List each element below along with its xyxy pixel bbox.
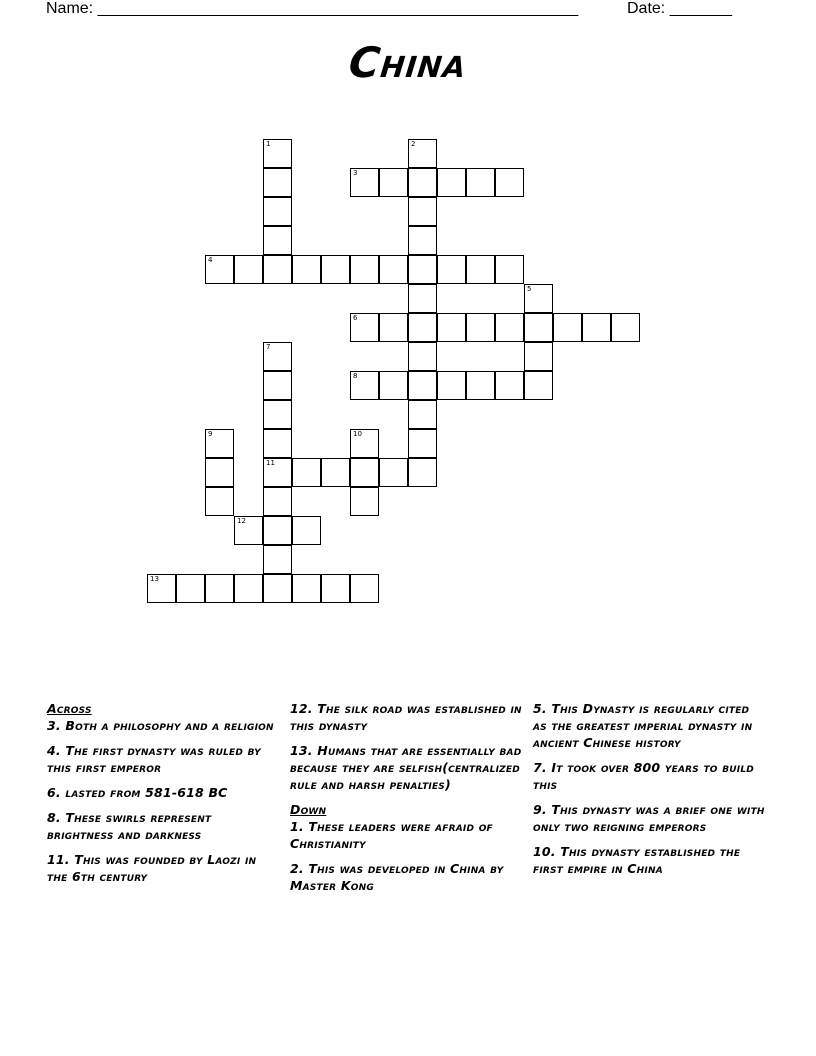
crossword-cell[interactable] — [292, 458, 321, 487]
name-blank: ______________________________________________________ — [97, 0, 579, 17]
crossword-cell[interactable] — [379, 371, 408, 400]
crossword-cell[interactable] — [379, 168, 408, 197]
cell-number: 2 — [411, 140, 416, 148]
crossword-cell[interactable] — [263, 545, 292, 574]
crossword-cell[interactable] — [524, 371, 553, 400]
clue-across-13: 13. Humans that are essentially bad because they are selfish(centralized rule and harsh penalties) — [290, 743, 522, 792]
crossword-cell[interactable] — [205, 255, 234, 284]
crossword-cell[interactable] — [350, 574, 379, 603]
clue-down-5: 5. This Dynasty is regularly cited as the greatest imperial dynasty in ancient Chinese history — [533, 701, 753, 750]
crossword-cell[interactable] — [524, 284, 553, 313]
cell-number: 3 — [353, 169, 358, 177]
crossword-cell[interactable] — [582, 313, 611, 342]
cell-number: 4 — [208, 256, 213, 264]
date-label: Date: — [627, 0, 666, 17]
crossword-cell[interactable] — [263, 255, 292, 284]
crossword-cell[interactable] — [350, 458, 379, 487]
crossword-cell[interactable] — [379, 255, 408, 284]
cell-number: 10 — [353, 430, 362, 438]
crossword-cell[interactable] — [408, 197, 437, 226]
clue-down-9: 9. This dynasty was a brief one with only two reigning emperors — [533, 802, 765, 834]
crossword-cell[interactable] — [350, 429, 379, 458]
crossword-cell[interactable] — [321, 458, 350, 487]
crossword-cell[interactable] — [263, 371, 292, 400]
crossword-cell[interactable] — [408, 400, 437, 429]
cell-number: 13 — [150, 575, 159, 583]
crossword-cell[interactable] — [495, 168, 524, 197]
cell-number: 11 — [266, 459, 275, 467]
cell-number: 1 — [266, 140, 271, 148]
clue-down-7: 7. It took over 800 years to build this — [533, 760, 754, 792]
crossword-cell[interactable] — [611, 313, 640, 342]
crossword-cell[interactable] — [234, 516, 263, 545]
crossword-cell[interactable] — [553, 313, 582, 342]
crossword-cell[interactable] — [379, 458, 408, 487]
cell-number: 6 — [353, 314, 358, 322]
crossword-cell[interactable] — [205, 429, 234, 458]
crossword-cell[interactable] — [350, 168, 379, 197]
cell-number: 7 — [266, 343, 271, 351]
crossword-cell[interactable] — [263, 429, 292, 458]
crossword-cell[interactable] — [408, 313, 437, 342]
crossword-cell[interactable] — [408, 226, 437, 255]
crossword-cell[interactable] — [408, 168, 437, 197]
across-heading: Across — [47, 701, 92, 716]
crossword-cell[interactable] — [466, 313, 495, 342]
crossword-cell[interactable] — [321, 255, 350, 284]
crossword-cell[interactable] — [437, 255, 466, 284]
clue-across-3: 3. Both a philosophy and a religion — [47, 718, 274, 733]
clue-across-4: 4. The first dynasty was ruled by this first emperor — [47, 743, 261, 775]
crossword-cell[interactable] — [350, 487, 379, 516]
clues-column-1 — [47, 700, 279, 893]
crossword-cell[interactable] — [263, 168, 292, 197]
crossword-cell[interactable] — [205, 458, 234, 487]
down-heading: Down — [290, 802, 327, 817]
crossword-cell[interactable] — [408, 139, 437, 168]
crossword-cell[interactable] — [321, 574, 350, 603]
crossword-cell[interactable] — [205, 574, 234, 603]
crossword-cell[interactable] — [234, 574, 263, 603]
crossword-cell[interactable] — [263, 516, 292, 545]
page-title: China — [346, 38, 470, 87]
crossword-cell[interactable] — [379, 313, 408, 342]
crossword-cell[interactable] — [263, 458, 292, 487]
clue-down-10: 10. This dynasty established the first empire in China — [533, 844, 741, 876]
crossword-cell[interactable] — [408, 342, 437, 371]
name-label: Name: — [46, 0, 94, 17]
crossword-cell[interactable] — [147, 574, 176, 603]
clue-across-12: 12. The silk road was established in this dynasty — [290, 701, 522, 733]
cell-number: 8 — [353, 372, 358, 380]
crossword-cell[interactable] — [205, 487, 234, 516]
crossword-cell[interactable] — [524, 342, 553, 371]
crossword-cell[interactable] — [292, 255, 321, 284]
crossword-cell[interactable] — [466, 168, 495, 197]
clues-column-2 — [290, 700, 522, 902]
crossword-cell[interactable] — [176, 574, 205, 603]
crossword-cell[interactable] — [524, 313, 553, 342]
crossword-cell[interactable] — [437, 371, 466, 400]
crossword-cell[interactable] — [466, 255, 495, 284]
crossword-cell[interactable] — [408, 429, 437, 458]
crossword-cell[interactable] — [350, 313, 379, 342]
crossword-cell[interactable] — [263, 197, 292, 226]
clue-down-1: 1. These leaders were afraid of Christianity — [290, 819, 493, 851]
cell-number: 5 — [527, 285, 532, 293]
crossword-cell[interactable] — [263, 400, 292, 429]
clues-column-3 — [533, 700, 765, 885]
crossword-cell[interactable] — [263, 487, 292, 516]
crossword-cell[interactable] — [263, 574, 292, 603]
crossword-cell[interactable] — [263, 139, 292, 168]
crossword-cell[interactable] — [408, 255, 437, 284]
clue-down-2: 2. This was developed in China by Master Kong — [290, 861, 504, 893]
crossword-cell[interactable] — [263, 342, 292, 371]
crossword-cell[interactable] — [292, 516, 321, 545]
crossword-cell[interactable] — [292, 574, 321, 603]
crossword-cell[interactable] — [408, 458, 437, 487]
crossword-cell[interactable] — [495, 255, 524, 284]
crossword-cell[interactable] — [350, 371, 379, 400]
clue-across-11: 11. This was founded by Laozi in the 6th century — [47, 852, 257, 884]
crossword-cell[interactable] — [495, 313, 524, 342]
crossword-cell[interactable] — [263, 226, 292, 255]
crossword-cell[interactable] — [408, 284, 437, 313]
crossword-cell[interactable] — [350, 255, 379, 284]
crossword-cell[interactable] — [466, 371, 495, 400]
cell-number: 9 — [208, 430, 213, 438]
clue-across-6: 6. lasted from 581-618 BC — [47, 785, 228, 800]
crossword-cell[interactable] — [495, 371, 524, 400]
crossword-cell[interactable] — [437, 313, 466, 342]
crossword-cell[interactable] — [437, 168, 466, 197]
crossword-cell[interactable] — [234, 255, 263, 284]
date-blank: _______ — [669, 0, 732, 17]
cell-number: 12 — [237, 517, 246, 525]
clue-across-8: 8. These swirls represent brightness and darkness — [47, 810, 212, 842]
crossword-cell[interactable] — [408, 371, 437, 400]
